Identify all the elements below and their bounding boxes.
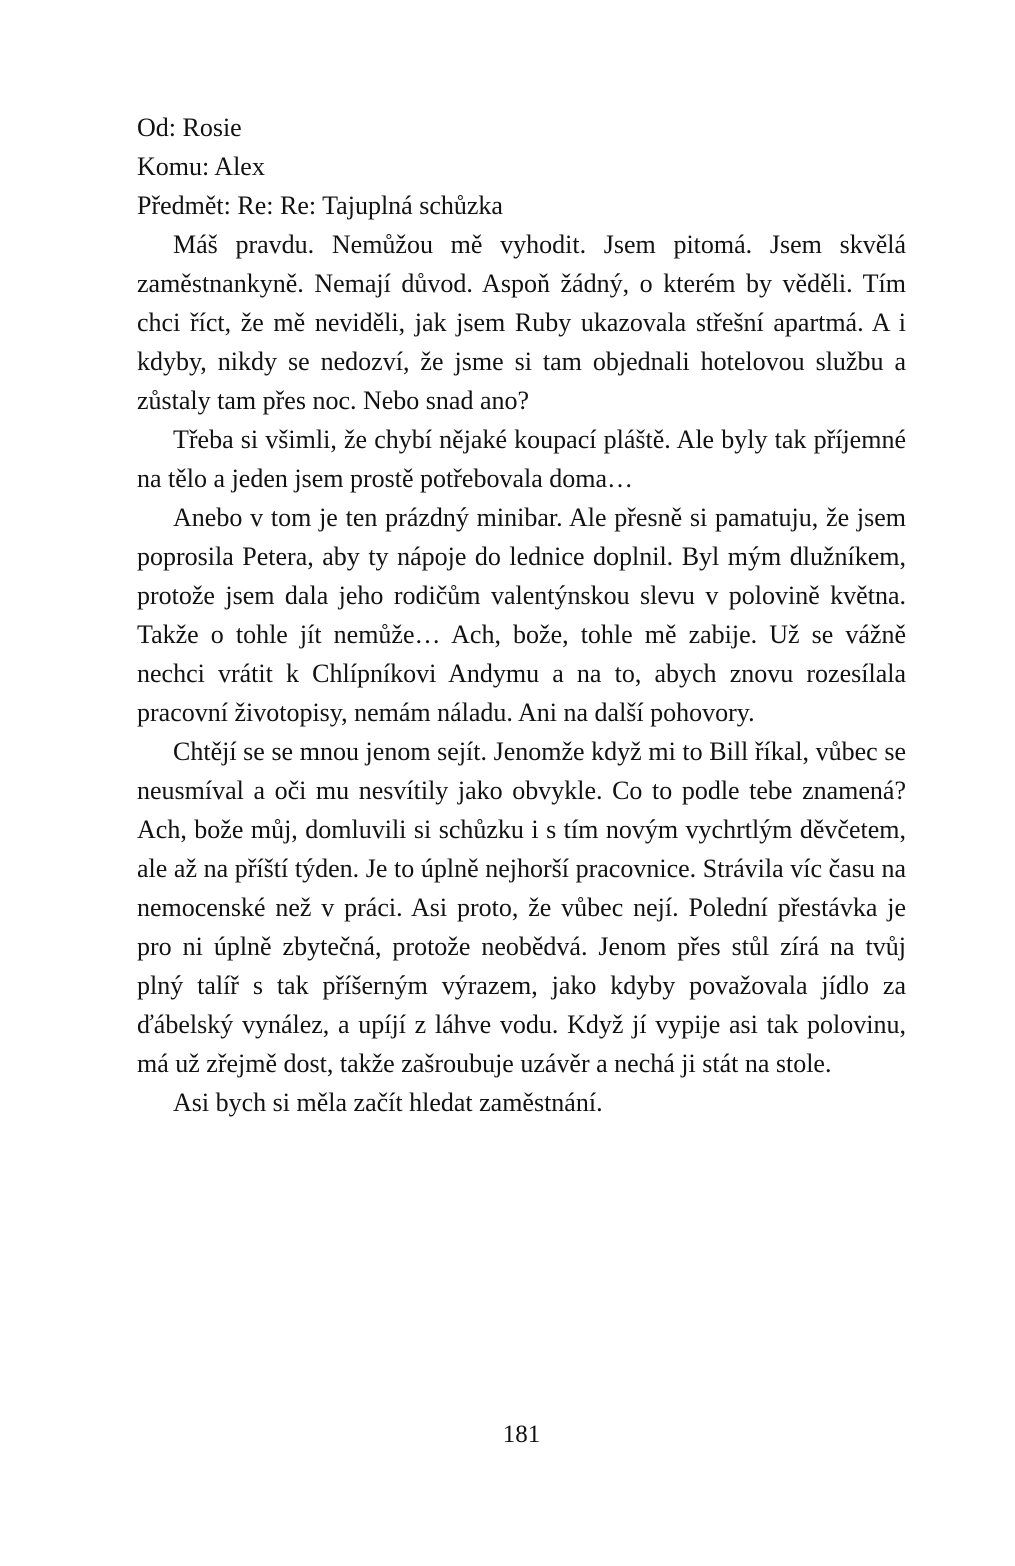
email-to-line: Komu: Alex xyxy=(137,152,265,181)
paragraph-3: Anebo v tom je ten prázdný minibar. Ale přesně si pamatuju, že jsem poprosila Petera, aby ty nápoje do lednice doplnil. Byl mým dlužníkem, protože jsem dala jeho rodičům valentýnskou slevu v polovině května. Takže o tohle jít nemůže… Ach, bože, tohle mě zabije. Už se vážně nechci vrátit k Chlípníkovi Andymu a na to, abych znovu rozesílala pracovní životopisy, nemám náladu. Ani na další pohovory. xyxy=(137,503,906,727)
paragraph-4: Chtějí se se mnou jenom sejít. Jenomže když mi to Bill říkal, vůbec se neusmíval a oči mu nesvítily jako obvykle. Co to podle tebe znamená? Ach, bože můj, domluvili si schůzku i s tím novým vychrtlým děvčetem, ale až na příští týden. Je to úplně nejhorší pracovnice. Strávila víc času na nemocenské než v práci. Asi proto, že vůbec nejí. Polední přestávka je pro ni úplně zbytečná, protože neobědvá. Jenom přes stůl zírá na tvůj plný talíř s tak příšerným výrazem, jako kdyby považovala jídlo za ďábelský vynález, a upíjí z láhve vodu. Když jí vypije asi tak polovinu, má už zřejmě dost, takže zašroubuje uzávěr a nechá ji stát na stole. xyxy=(137,737,906,1078)
email-from-line: Od: Rosie xyxy=(137,113,242,142)
paragraph-1: Máš pravdu. Nemůžou mě vyhodit. Jsem pitomá. Jsem skvělá zaměstnankyně. Nemají důvod. Aspoň žádný, o kterém by věděli. Tím chci říct, že mě neviděli, jak jsem Ruby ukazovala střešní apartmá. A i kdyby, nikdy se nedozví, že jsme si tam objednali hotelovou službu a zůstaly tam přes noc. Nebo snad ano? xyxy=(137,230,906,415)
page-number: 181 xyxy=(502,1421,541,1448)
text-block xyxy=(137,108,906,1122)
paragraph-2: Třeba si všimli, že chybí nějaké koupací pláště. Ale byly tak příjemné na tělo a jeden jsem prostě potřebovala doma… xyxy=(137,425,906,493)
email-subject-line: Předmět: Re: Re: Tajuplná schůzka xyxy=(137,191,503,220)
paragraph-5: Asi bych si měla začít hledat zaměstnání. xyxy=(173,1088,603,1117)
